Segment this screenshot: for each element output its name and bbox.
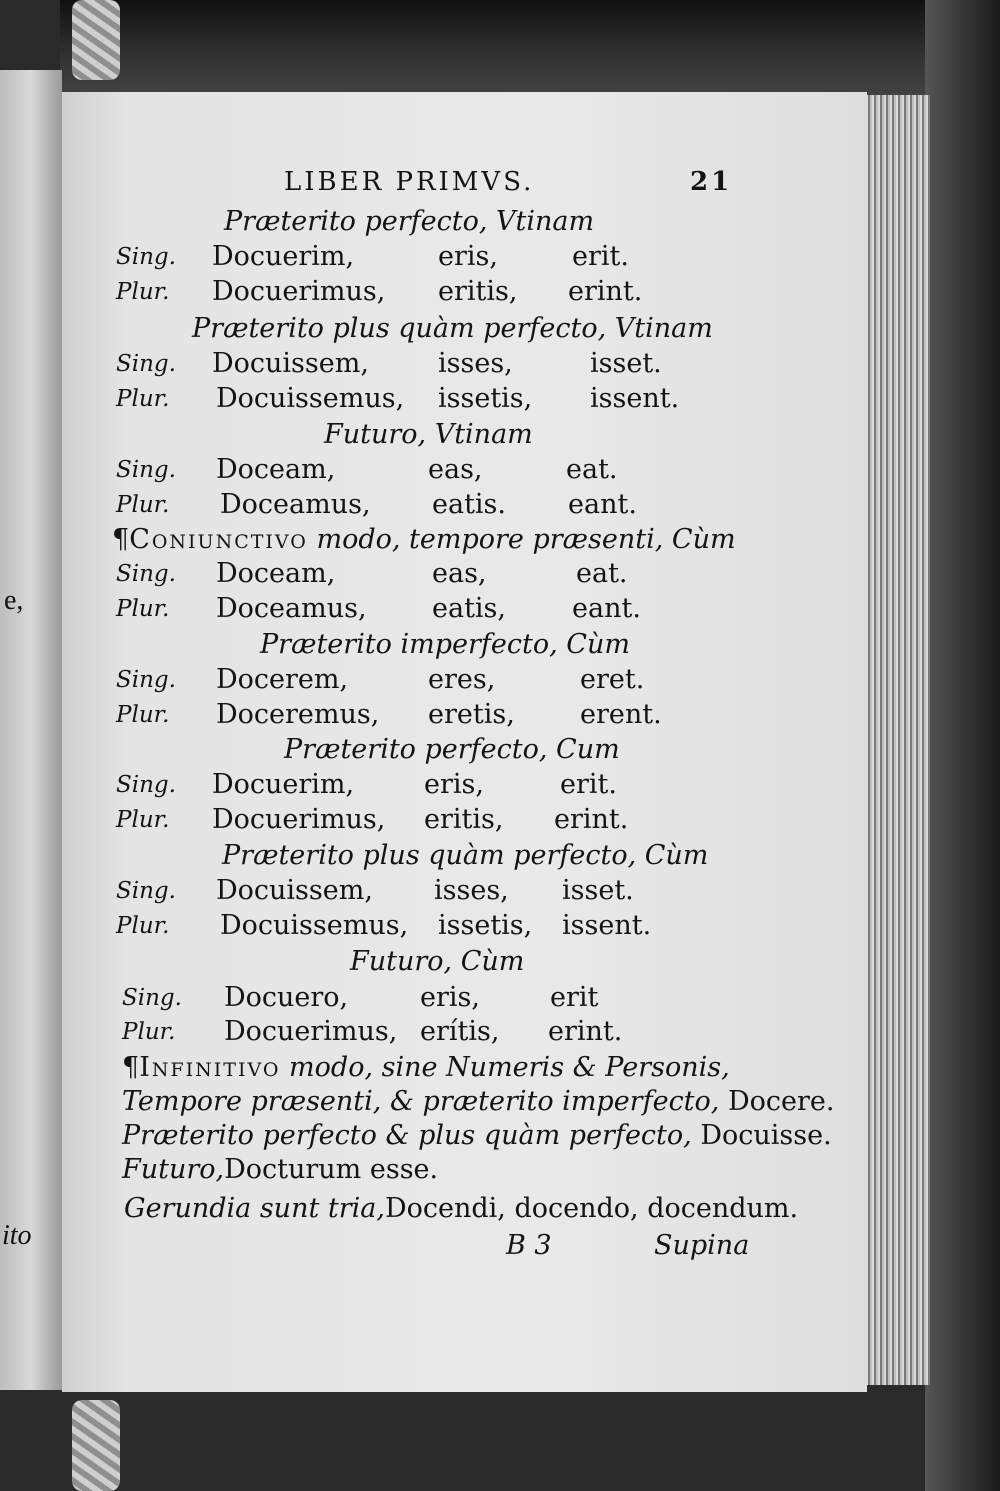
running-title: LIBER PRIMVS. xyxy=(284,167,535,197)
verb-ending: eritis, xyxy=(424,804,504,835)
conjugation-row xyxy=(62,379,867,419)
conjugation-row xyxy=(62,554,867,594)
book-cover-edge xyxy=(925,0,1000,1491)
verb-form: Docerem, xyxy=(216,664,349,695)
verb-form: Docuissemus, xyxy=(216,383,405,414)
left-page-fragment: e, xyxy=(4,585,24,616)
mood-name: Infinitivo xyxy=(139,1052,281,1083)
verb-form: Docuissemus, xyxy=(220,910,409,941)
mood-description: modo, sine Numeris & Personis, xyxy=(289,1052,730,1083)
conjugation-row xyxy=(62,800,867,840)
conjugation-row xyxy=(62,695,867,735)
verb-ending: erint. xyxy=(568,276,643,307)
verb-ending: eret. xyxy=(580,664,645,695)
conjugation-row xyxy=(62,765,867,805)
number-label: Plur. xyxy=(116,279,170,305)
verb-form: Doceremus, xyxy=(216,699,380,730)
number-label: Sing. xyxy=(116,772,176,798)
verb-ending: eatis, xyxy=(432,593,506,624)
verb-ending: erítis, xyxy=(420,1016,500,1047)
binding-cord xyxy=(72,0,120,80)
verb-ending: isses, xyxy=(438,348,513,379)
verb-ending: isset. xyxy=(590,348,662,379)
binding-cord xyxy=(72,1400,120,1491)
verb-form: Docuissem, xyxy=(216,875,373,906)
number-label: Sing. xyxy=(116,244,176,270)
verb-ending: eris, xyxy=(420,982,480,1013)
signature-mark: B 3 xyxy=(506,1230,552,1261)
tense-heading: Præterito plus quàm perfecto, Cùm xyxy=(222,840,709,871)
page-number: 21 xyxy=(690,167,733,197)
verb-form: Doceam, xyxy=(216,454,336,485)
number-label: Sing. xyxy=(116,351,176,377)
left-page-edge xyxy=(0,70,62,1390)
verb-ending: erent. xyxy=(580,699,662,730)
running-head xyxy=(62,162,867,202)
tense-heading: Præterito imperfecto, Cùm xyxy=(260,629,630,660)
verb-ending: eas, xyxy=(432,558,487,589)
verb-ending: eris, xyxy=(438,241,498,272)
conjugation-row xyxy=(62,237,867,277)
number-label: Plur. xyxy=(122,1019,176,1045)
page-footer xyxy=(62,1226,867,1266)
verb-form: Doceamus, xyxy=(216,593,367,624)
number-label: Sing. xyxy=(116,878,176,904)
verb-ending: eritis, xyxy=(438,276,518,307)
number-label: Plur. xyxy=(116,913,170,939)
verb-form: Docuerimus, xyxy=(212,276,386,307)
conjugation-row xyxy=(62,1012,867,1052)
verb-form: Docuerim, xyxy=(212,241,355,272)
conjugation-row xyxy=(62,344,867,384)
tense-heading: Præterito perfecto, Cum xyxy=(284,734,620,765)
verb-form: Doceam, xyxy=(216,558,336,589)
tense-heading: Futuro, Vtinam xyxy=(324,419,533,450)
tense-heading: Futuro, Cùm xyxy=(350,946,525,977)
number-label: Plur. xyxy=(116,807,170,833)
verb-ending: isses, xyxy=(434,875,509,906)
number-label: Sing. xyxy=(122,985,182,1011)
verb-ending: erint. xyxy=(554,804,629,835)
number-label: Sing. xyxy=(116,561,176,587)
verb-form: Docuero, xyxy=(224,982,349,1013)
book-top-edge xyxy=(60,0,940,100)
mood-description: modo, tempore præsenti, Cùm xyxy=(316,524,736,555)
verb-ending: eretis, xyxy=(428,699,515,730)
number-label: Plur. xyxy=(116,386,170,412)
verb-ending: eas, xyxy=(428,454,483,485)
conjugation-row xyxy=(62,450,867,490)
number-label: Sing. xyxy=(116,667,176,693)
verb-ending: issetis, xyxy=(438,910,533,941)
pilcrow: ¶ xyxy=(122,1052,140,1083)
verb-ending: erit. xyxy=(572,241,629,272)
verb-ending: eat. xyxy=(576,558,628,589)
conjugation-row xyxy=(62,485,867,525)
tense-heading: Præterito plus quàm perfecto, Vtinam xyxy=(192,313,713,344)
number-label: Plur. xyxy=(116,596,170,622)
verb-ending: erit. xyxy=(560,769,617,800)
verb-ending: issetis, xyxy=(438,383,533,414)
conjugation-row xyxy=(62,660,867,700)
conjugation-row xyxy=(62,272,867,312)
mood-name: Coniunctivo xyxy=(129,524,308,555)
tense-heading: Præterito perfecto, Vtinam xyxy=(224,206,595,237)
verb-ending: issent. xyxy=(562,910,652,941)
page-edges xyxy=(860,95,930,1385)
verb-ending: issent. xyxy=(590,383,680,414)
gerundia-line: Gerundia sunt tria,Docendi, docendo, docendum. xyxy=(124,1193,799,1224)
verb-ending: erit xyxy=(550,982,599,1013)
number-label: Sing. xyxy=(116,457,176,483)
verb-ending: erint. xyxy=(548,1016,623,1047)
verb-form: Docuerim, xyxy=(212,769,355,800)
verb-ending: isset. xyxy=(562,875,634,906)
verb-ending: eres, xyxy=(428,664,496,695)
book-page xyxy=(62,92,867,1392)
verb-form: Docuerimus, xyxy=(212,804,386,835)
number-label: Plur. xyxy=(116,702,170,728)
verb-ending: eat. xyxy=(566,454,618,485)
verb-form: Doceamus, xyxy=(220,489,371,520)
pilcrow: ¶ xyxy=(112,524,130,555)
verb-ending: eatis. xyxy=(432,489,506,520)
verb-form: Docuissem, xyxy=(212,348,369,379)
conjugation-row xyxy=(62,871,867,911)
text-line: Præterito perfecto & plus quàm perfecto, Docuisse. xyxy=(122,1120,832,1151)
text-line: Tempore præsenti, & præterito imperfecto, Docere. xyxy=(122,1086,835,1117)
verb-form: Docuerimus, xyxy=(224,1016,398,1047)
text-line: Futuro,Docturum esse. xyxy=(122,1154,439,1185)
verb-ending: eant. xyxy=(572,593,641,624)
catchword: Supina xyxy=(654,1230,750,1261)
verb-ending: eant. xyxy=(568,489,637,520)
number-label: Plur. xyxy=(116,492,170,518)
verb-ending: eris, xyxy=(424,769,484,800)
conjugation-row xyxy=(62,906,867,946)
conjugation-row xyxy=(62,589,867,629)
left-page-fragment: ito xyxy=(2,1220,32,1251)
